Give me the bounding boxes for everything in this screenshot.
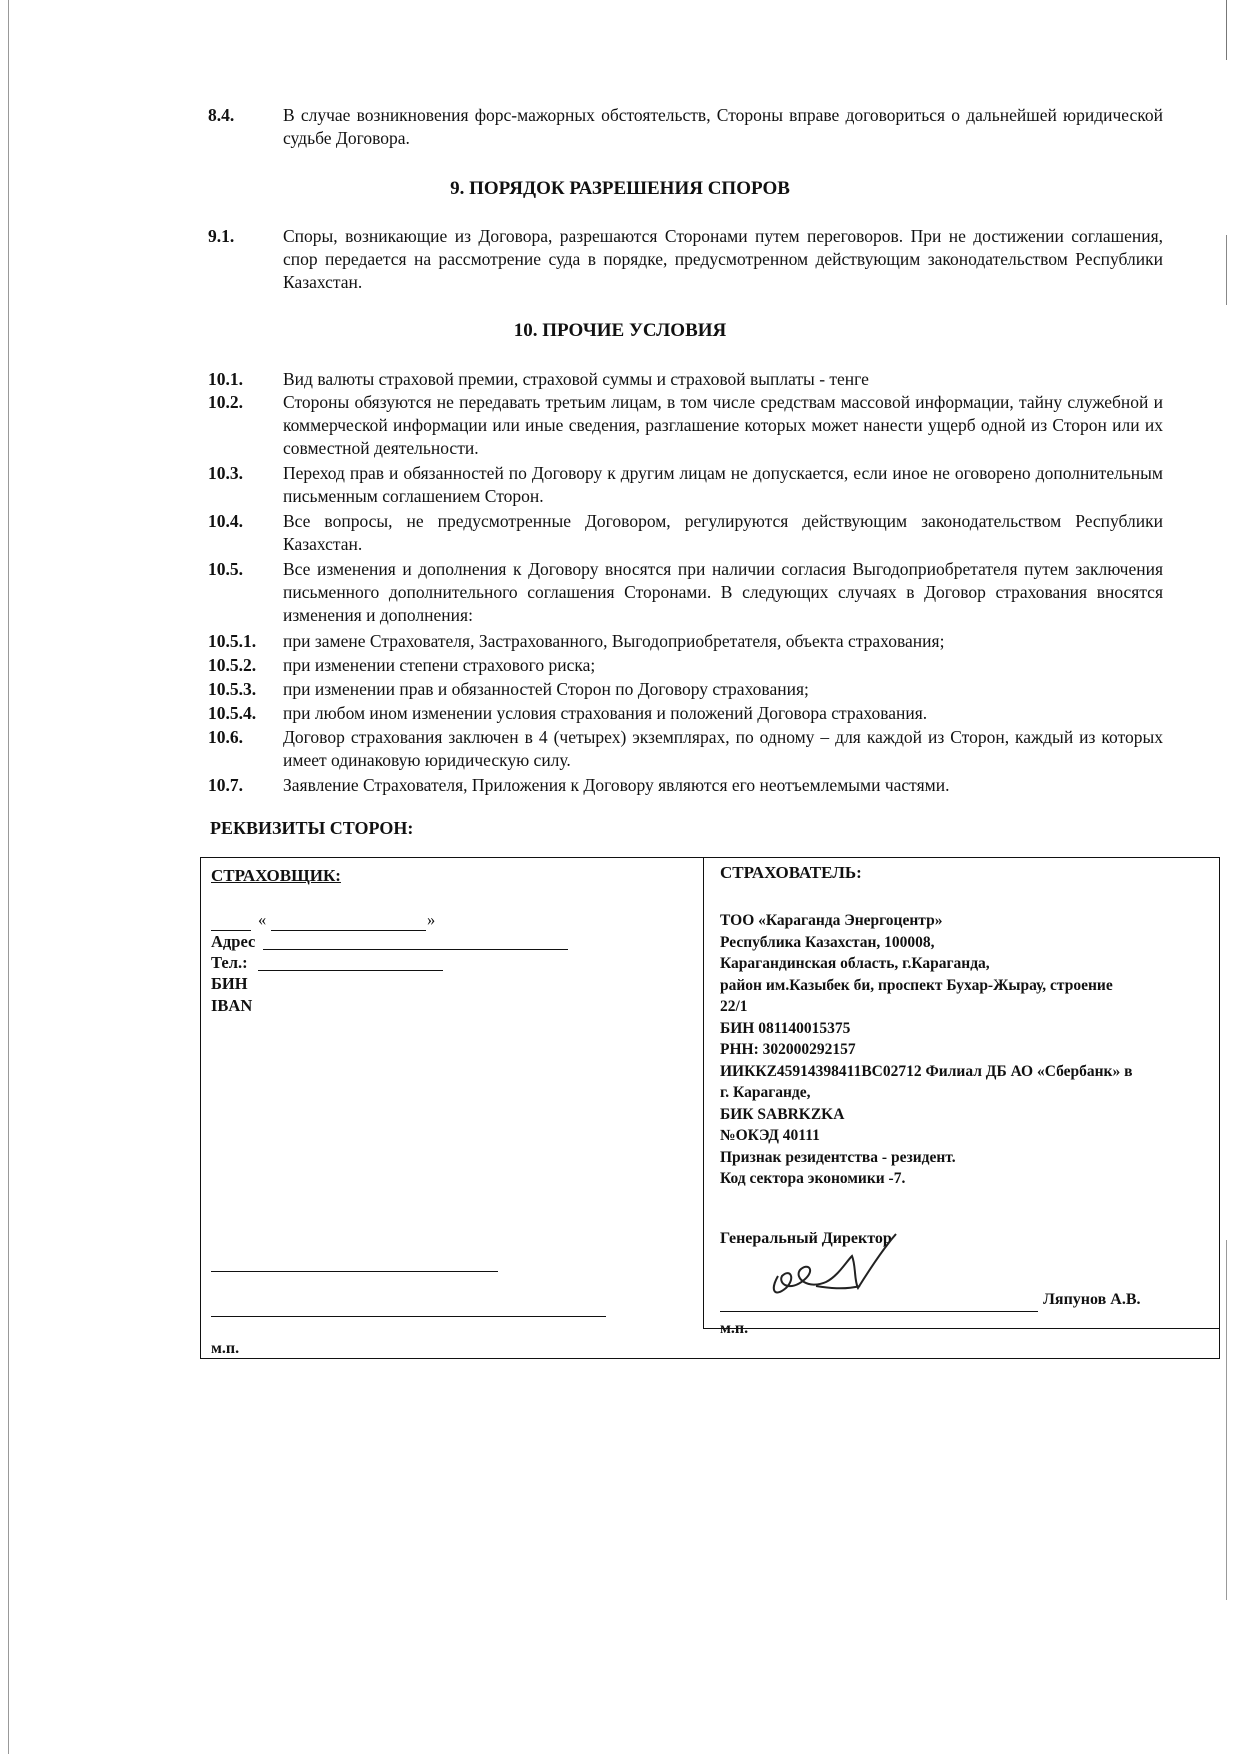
- clause-number: 10.6.: [208, 727, 243, 747]
- clause-number: 10.3.: [208, 463, 243, 483]
- clause-number: 10.5.: [208, 559, 243, 579]
- clause-10-6: [208, 726, 1163, 772]
- clause-text: В случае возникновения форс-мажорных обстоятельств, Стороны вправе договориться о дальнейшей юридической судьбе Договора.: [283, 105, 1163, 148]
- bin-label: БИН: [211, 974, 248, 993]
- clause-10-5-4: [208, 702, 1163, 725]
- clause-text: при изменении степени страхового риска;: [283, 655, 596, 675]
- insured-rnn: РНН: 302000292157: [720, 1041, 856, 1058]
- handwritten-signature: [756, 1228, 906, 1308]
- section-10-heading: 10. ПРОЧИЕ УСЛОВИЯ: [513, 320, 727, 341]
- insured-signature-line: [720, 1311, 1038, 1312]
- insured-iik: ИИККZ45914398411ВС02712 Филиал ДБ АО «Сбербанк» в: [720, 1062, 1133, 1080]
- clause-number: 10.2.: [208, 392, 243, 412]
- date-day-blank: [211, 930, 251, 931]
- date-close-quote: »: [427, 910, 436, 929]
- clause-text: Споры, возникающие из Договора, разрешаются Сторонами путем переговоров. При не достижении соглашения, спор передается на рассмотрение суда в порядке, предусмотренном действующим законодательством Республики Казахстан.: [283, 226, 1163, 292]
- insured-address-building: 22/1: [720, 998, 748, 1015]
- requisites-title: РЕКВИЗИТЫ СТОРОН:: [210, 818, 414, 838]
- insurer-header: СТРАХОВЩИК:: [211, 866, 341, 885]
- clause-text: Стороны обязуются не передавать третьим лицам, в том числе средствам массовой информации, тайну служебной и коммерческой информации или иные сведения, разглашение которых может нанести ущерб одной из Сторон или их совместной деятельности.: [283, 392, 1163, 458]
- insured-address-street: район им.Казыбек би, проспект Бухар-Жырау, строение: [720, 976, 1113, 994]
- clause-number: 10.5.3.: [208, 679, 257, 699]
- clause-text: Заявление Страхователя, Приложения к Договору являются его неотъемлемыми частями.: [283, 775, 950, 795]
- clause-text: при изменении прав и обязанностей Сторон по Договору страхования;: [283, 679, 809, 699]
- clause-number: 10.7.: [208, 775, 243, 795]
- scan-edge-right-2: [1226, 235, 1227, 305]
- insured-bank-city: г. Караганде,: [720, 1084, 811, 1101]
- phone-label: Тел.:: [211, 953, 248, 972]
- clause-text: при любом ином изменении условия страхования и положений Договора страхования.: [283, 703, 928, 723]
- clause-8-4: [208, 104, 1163, 150]
- section-9-heading: 9. ПОРЯДОК РАЗРЕШЕНИЯ СПОРОВ: [450, 178, 790, 199]
- clause-text: Все вопросы, не предусмотренные Договором, регулируются действующим законодательством Республики Казахстан.: [283, 511, 1163, 554]
- insured-header: СТРАХОВАТЕЛЬ:: [720, 863, 862, 882]
- clause-number: 9.1.: [208, 226, 235, 246]
- insured-bik: БИК SABRKZKA: [720, 1105, 845, 1123]
- insured-oked: №ОКЭД 40111: [720, 1127, 820, 1144]
- insured-residency: Признак резидентства - резидент.: [720, 1148, 956, 1166]
- insurer-signature-line-2: [211, 1316, 606, 1317]
- date-month-blank: [271, 930, 426, 931]
- iban-label: IBAN: [211, 996, 253, 1015]
- clause-number: 10.5.4.: [208, 703, 257, 723]
- requisites-table: [200, 857, 1220, 1359]
- clause-10-5: [208, 558, 1163, 627]
- clause-9-1: [208, 225, 1163, 294]
- clause-number: 10.5.2.: [208, 655, 257, 675]
- clause-text: Все изменения и дополнения к Договору вносятся при наличии согласия Выгодоприобретателя путем заключения письменного дополнительного соглашения Сторонами. В следующих случаях в Договор страхования вносятся изменения и дополнения:: [283, 559, 1163, 625]
- clause-10-3: [208, 462, 1163, 508]
- insured-economic-sector: Код сектора экономики -7.: [720, 1170, 906, 1187]
- clause-10-5-3: [208, 678, 1163, 701]
- scan-edge-right-3: [1226, 1240, 1227, 1600]
- clause-number: 8.4.: [208, 105, 235, 125]
- clause-text: Договор страхования заключен в 4 (четырех) экземплярах, по одному – для каждой из Сторон, каждый из которых имеет одинаковую юридическую силу.: [283, 727, 1163, 770]
- insured-requisites: [720, 910, 1210, 1190]
- column-divider: [703, 858, 704, 1328]
- right-cell-bottom-border: [703, 1328, 1219, 1329]
- insured-signer-name: Ляпунов А.В.: [1043, 1291, 1141, 1308]
- insured-address-region: Карагандинская область, г.Караганда,: [720, 955, 990, 972]
- clause-text: Вид валюты страховой премии, страховой суммы и страховой выплаты - тенге: [283, 369, 869, 389]
- insured-bin: БИН 081140015375: [720, 1019, 851, 1037]
- date-open-quote: «: [258, 910, 267, 929]
- phone-field: [258, 970, 443, 971]
- address-label: Адрес: [211, 932, 256, 951]
- clause-10-2: [208, 391, 1163, 460]
- scan-edge-left: [8, 0, 9, 1754]
- scan-edge-right-1: [1226, 0, 1227, 60]
- insured-address-country: Республика Казахстан, 100008,: [720, 933, 935, 951]
- clause-number: 10.5.1.: [208, 631, 257, 651]
- clause-text: при замене Страхователя, Застрахованного, Выгодоприобретателя, объекта страхования;: [283, 631, 945, 651]
- clause-10-1: [208, 368, 1163, 391]
- clause-number: 10.4.: [208, 511, 243, 531]
- address-field: [263, 949, 568, 950]
- clause-text: Переход прав и обязанностей по Договору к другим лицам не допускается, если иное не оговорено дополнительным письменным соглашением Сторон.: [283, 463, 1163, 506]
- clause-10-5-1: [208, 630, 1163, 653]
- clause-number: 10.1.: [208, 369, 243, 389]
- insurer-signature-line-1: [211, 1271, 498, 1272]
- insured-signer-title: Генеральный Директор: [720, 1230, 892, 1247]
- clause-10-5-2: [208, 654, 1163, 677]
- clause-10-7: [208, 774, 1163, 797]
- insurer-stamp-label: м.п.: [211, 1340, 240, 1357]
- insured-stamp-label: м.п.: [720, 1320, 749, 1337]
- insured-company-name: ТОО «Караганда Энергоцентр»: [720, 912, 943, 929]
- clause-10-4: [208, 510, 1163, 556]
